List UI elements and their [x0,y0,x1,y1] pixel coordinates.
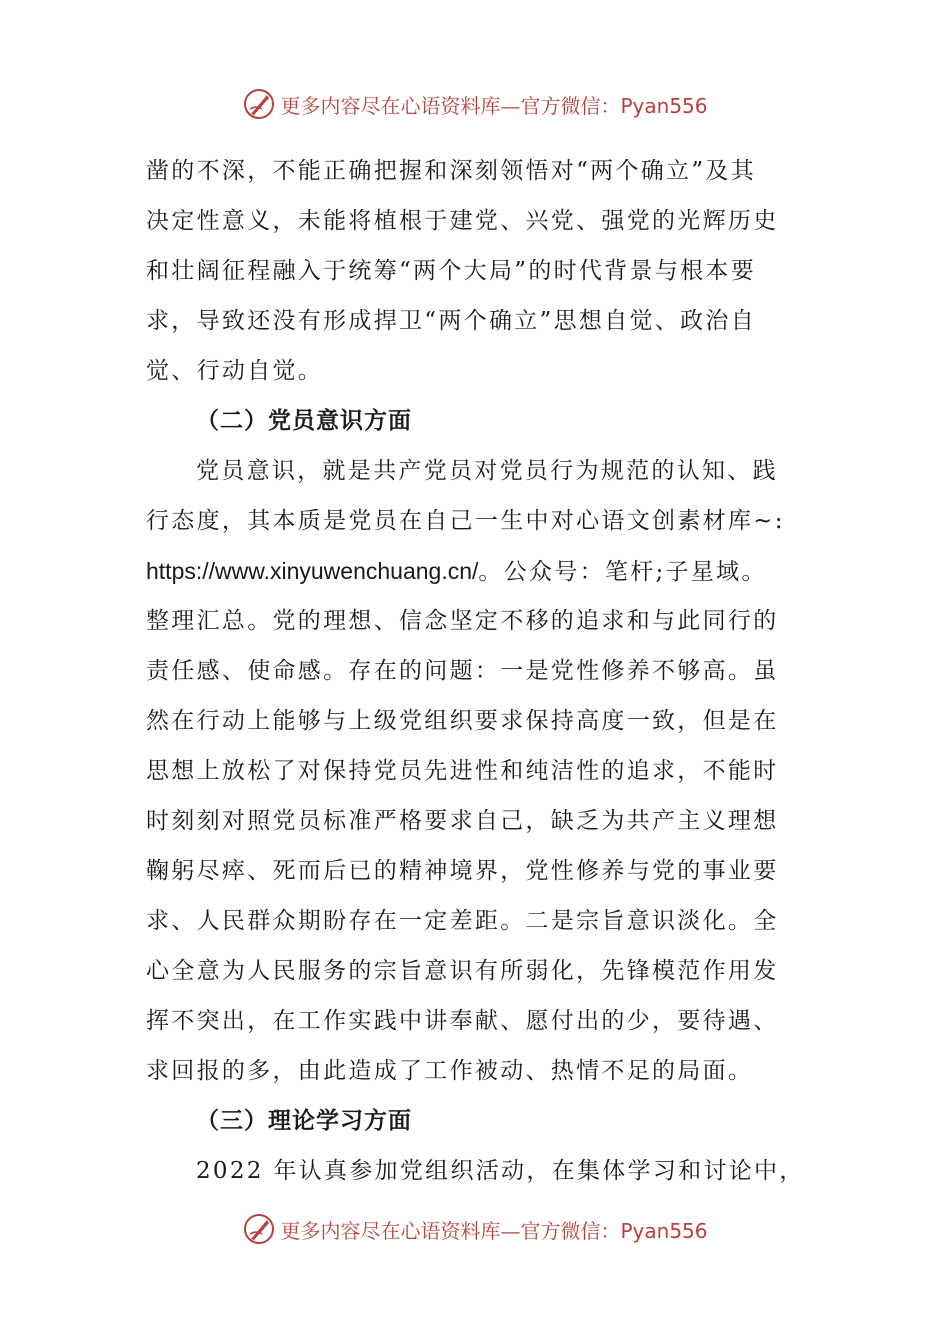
banner-wechat-id: Pyan556 [620,93,708,118]
paragraph-line: 心全意为人民服务的宗旨意识有所弱化，先锋模范作用发 [146,958,779,984]
paragraph-line: 党员意识，就是共产党员对党员行为规范的认知、践 [196,458,778,484]
footer-watermark-banner [0,1209,950,1249]
paragraph-line: 思想上放松了对保持党员先进性和纯洁性的追求，不能时 [146,758,779,784]
paragraph-line-with-url [146,546,806,596]
section-heading-theory-study: （三）理论学习方面 [196,1108,412,1134]
website-url-text: https://www.xinyuwenchuang.cn/ [146,558,479,584]
quill-logo-icon [242,87,276,121]
paragraph-line: 行态度，其本质是党员在自己一生中对心语文创素材库~: [146,508,785,534]
quill-logo-icon [242,1212,276,1246]
document-body [146,146,806,1196]
paragraph-line: 觉、行动自觉。 [146,358,324,384]
paragraph-line: 整理汇总。党的理想、信念坚定不移的追求和与此同行的 [146,608,779,634]
banner-text [280,90,707,119]
banner-wechat-id: Pyan556 [620,1218,708,1243]
paragraph-line: 责任感、使命感。存在的问题：一是党性修养不够高。虽 [146,658,779,684]
banner-text [280,1215,707,1244]
paragraph-line: 求回报的多，由此造成了工作被动、热情不足的局面。 [146,1058,754,1084]
banner-main-text: 更多内容尽在心语资料库—官方微信： [280,93,621,118]
paragraph-line: 和壮阔征程融入于统筹“两个大局”的时代背景与根本要 [146,258,757,284]
paragraph-line: 2022 年认真参加党组织活动，在集体学习和讨论中， [196,1158,805,1184]
paragraph-line-tail: 。公众号：笔杆;子星域。 [478,559,767,585]
paragraph-line: 凿的不深，不能正确把握和深刻领悟对“两个确立”及其 [146,158,757,184]
paragraph-line: 决定性意义，未能将植根于建党、兴党、强党的光辉历史 [146,208,779,234]
paragraph-line: 时刻刻对照党员标准严格要求自己，缺乏为共产主义理想 [146,808,779,834]
banner-main-text: 更多内容尽在心语资料库—官方微信： [280,1218,621,1243]
paragraph-line: 求、人民群众期盼存在一定差距。二是宗旨意识淡化。全 [146,908,779,934]
paragraph-line: 挥不突出，在工作实践中讲奉献、愿付出的少，要待遇、 [146,1008,779,1034]
section-heading-party-member-awareness: （二）党员意识方面 [196,408,412,434]
paragraph-line: 鞠躬尽瘁、死而后已的精神境界，党性修养与党的事业要 [146,858,779,884]
paragraph-line: 然在行动上能够与上级党组织要求保持高度一致，但是在 [146,708,779,734]
paragraph-line: 求，导致还没有形成捍卫“两个确立”思想自觉、政治自 [146,308,757,334]
header-watermark-banner [0,84,950,124]
